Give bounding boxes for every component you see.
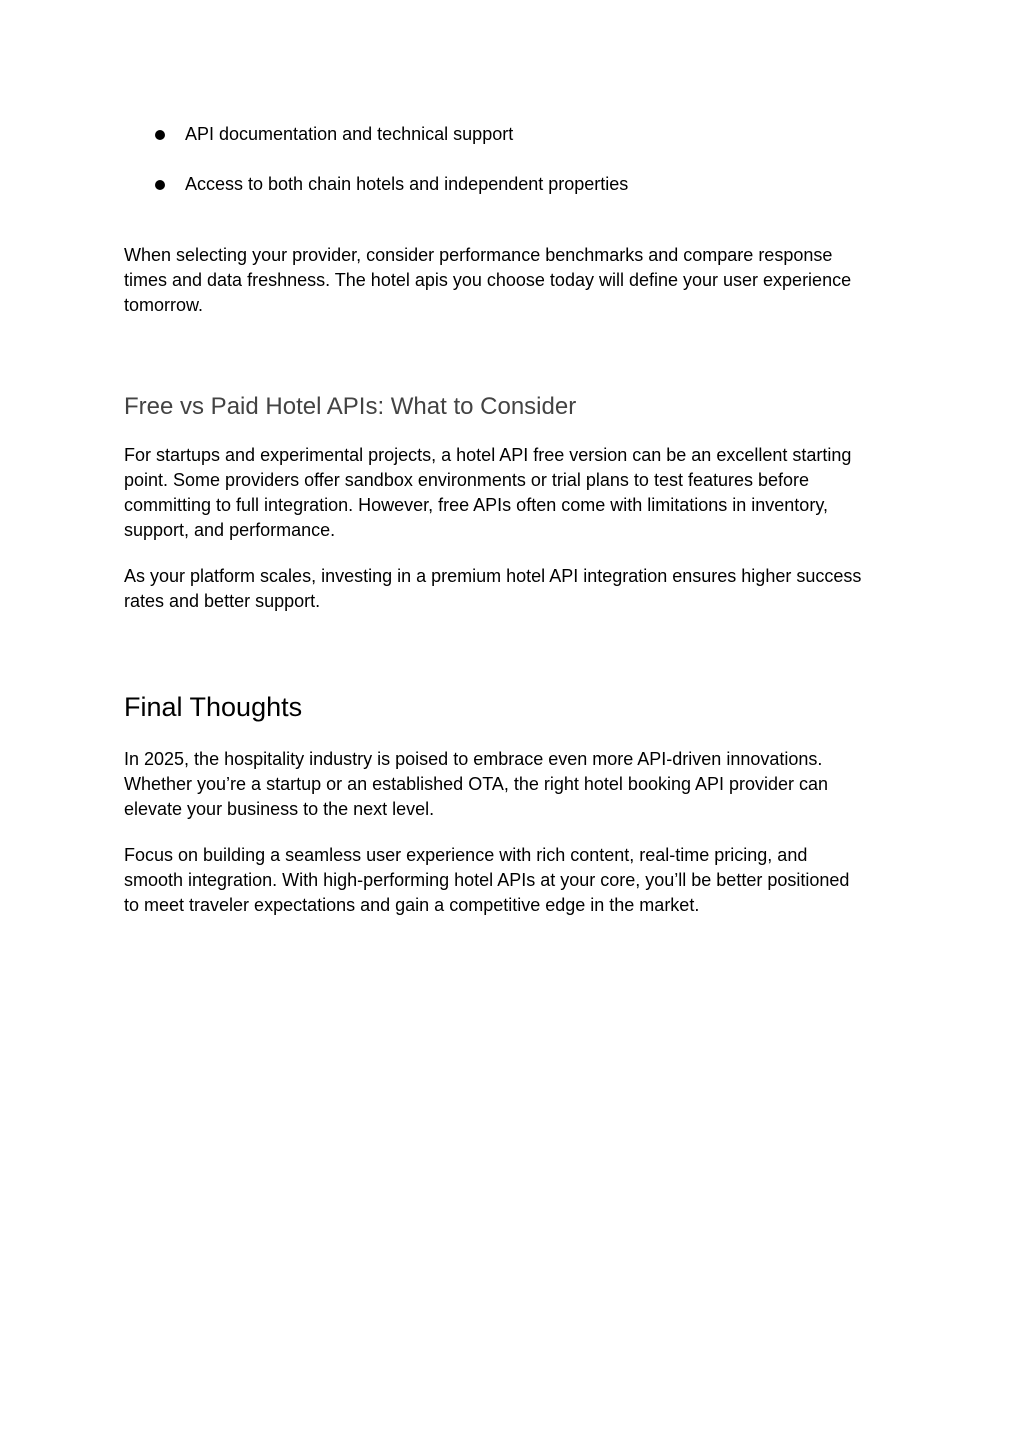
text-line: For startups and experimental projects, a hotel API free version can be an excellent starting [124,445,852,465]
text-line: support, and performance. [124,520,336,540]
bullet-icon [155,130,165,140]
text-line: Focus on building a seamless user experience with rich content, real-time pricing, and [124,845,808,865]
paragraph-final-2 [124,843,914,918]
section-heading-final-thoughts: Final Thoughts [124,692,303,722]
text-line: tomorrow. [124,295,204,315]
paragraph-provider-selection [124,243,914,318]
paragraph-final-1 [124,747,914,822]
text-line: elevate your business to the next level. [124,799,435,819]
text-line: to meet traveler expectations and gain a competitive edge in the market. [124,895,700,915]
text-line: point. Some providers offer sandbox environments or trial plans to test features before [124,470,810,490]
bullet-text: Access to both chain hotels and independent properties [185,174,629,194]
text-line: When selecting your provider, consider performance benchmarks and compare response [124,245,833,265]
section-heading-free-vs-paid: Free vs Paid Hotel APIs: What to Consider [124,393,577,420]
bullet-icon [155,180,165,190]
text-line: Whether you’re a startup or an established OTA, the right hotel booking API provider can [124,774,829,794]
text-line: smooth integration. With high-performing hotel APIs at your core, you’ll be better positioned [124,870,850,890]
text-line: rates and better support. [124,591,321,611]
paragraph-premium-api [124,564,914,614]
paragraph-free-api [124,443,914,543]
text-line: In 2025, the hospitality industry is poised to embrace even more API-driven innovations. [124,749,823,769]
text-line: times and data freshness. The hotel apis you choose today will define your user experience [124,270,852,290]
text-line: As your platform scales, investing in a premium hotel API integration ensures higher success [124,566,862,586]
text-line: committing to full integration. However, free APIs often come with limitations in inventory, [124,495,828,515]
bullet-text: API documentation and technical support [185,124,514,144]
